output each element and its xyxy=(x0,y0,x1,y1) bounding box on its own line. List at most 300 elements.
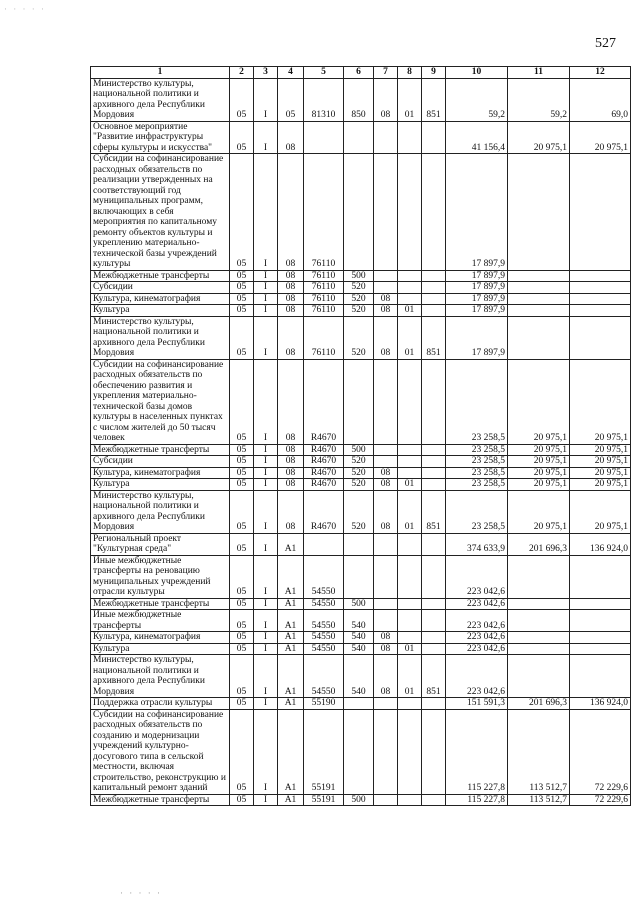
table-cell: 54550 xyxy=(304,643,344,655)
table-cell xyxy=(422,282,446,294)
row-label: Министерство культуры, национальной политики и архивного дела Республики Мордовия xyxy=(91,490,230,533)
table-cell: 05 xyxy=(230,533,254,555)
table-cell: 223 042,6 xyxy=(446,643,508,655)
table-cell: 54550 xyxy=(304,598,344,610)
table-row xyxy=(91,293,631,305)
table-cell: R4670 xyxy=(304,444,344,456)
table-cell xyxy=(570,270,631,282)
table-cell: 17 897,9 xyxy=(446,282,508,294)
table-cell: 520 xyxy=(344,316,374,359)
row-label: Субсидии xyxy=(91,282,230,294)
table-cell: 05 xyxy=(230,794,254,806)
row-label: Министерство культуры, национальной политики и архивного дела Республики Мордовия xyxy=(91,655,230,698)
table-cell xyxy=(570,154,631,271)
table-cell: 851 xyxy=(422,78,446,121)
column-header: 12 xyxy=(570,67,631,79)
table-row xyxy=(91,709,631,794)
table-cell: 20 975,1 xyxy=(570,479,631,491)
table-cell: 20 975,1 xyxy=(508,456,570,468)
table-cell xyxy=(374,794,398,806)
table-cell: 76110 xyxy=(304,305,344,317)
table-cell: 08 xyxy=(278,467,304,479)
row-label: Субсидии на софинансирование расходных обязательств по созданию и модернизации учреждений культурно-досугового типа в сельской местности, включая строительство, реконструкцию и капитальный ремонт зданий xyxy=(91,709,230,794)
table-cell: 08 xyxy=(278,316,304,359)
table-cell: 136 924,0 xyxy=(570,698,631,710)
table-cell xyxy=(398,121,422,154)
table-cell xyxy=(570,655,631,698)
table-cell xyxy=(374,154,398,271)
row-label: Культура, кинематография xyxy=(91,632,230,644)
table-cell: 20 975,1 xyxy=(570,359,631,444)
table-cell: 54550 xyxy=(304,632,344,644)
table-cell: A1 xyxy=(278,598,304,610)
table-cell: I xyxy=(254,533,278,555)
table-row xyxy=(91,479,631,491)
table-cell: 113 512,7 xyxy=(508,794,570,806)
table-cell: 08 xyxy=(374,479,398,491)
table-cell: I xyxy=(254,293,278,305)
table-cell: 223 042,6 xyxy=(446,555,508,598)
table-cell xyxy=(508,555,570,598)
row-label: Министерство культуры, национальной политики и архивного дела Республики Мордовия xyxy=(91,78,230,121)
table-row xyxy=(91,533,631,555)
table-cell: 08 xyxy=(374,467,398,479)
table-cell: 223 042,6 xyxy=(446,655,508,698)
table-cell xyxy=(508,655,570,698)
table-cell: A1 xyxy=(278,610,304,632)
column-header: 6 xyxy=(344,67,374,79)
table-cell: 20 975,1 xyxy=(508,121,570,154)
table-cell: 01 xyxy=(398,316,422,359)
table-row xyxy=(91,121,631,154)
table-cell xyxy=(422,643,446,655)
table-cell: 05 xyxy=(230,467,254,479)
table-row xyxy=(91,154,631,271)
table-cell: A1 xyxy=(278,709,304,794)
page-number: 527 xyxy=(595,36,616,51)
table-cell: 54550 xyxy=(304,655,344,698)
table-cell xyxy=(374,456,398,468)
table-cell: I xyxy=(254,643,278,655)
table-cell: I xyxy=(254,794,278,806)
table-cell xyxy=(508,305,570,317)
table-cell: A1 xyxy=(278,555,304,598)
table-cell: 520 xyxy=(344,293,374,305)
table-cell: 05 xyxy=(230,655,254,698)
table-cell xyxy=(344,698,374,710)
row-label: Межбюджетные трансферты xyxy=(91,444,230,456)
column-header: 2 xyxy=(230,67,254,79)
table-cell xyxy=(398,444,422,456)
table-cell: 05 xyxy=(230,598,254,610)
table-cell: 08 xyxy=(374,632,398,644)
table-cell: 851 xyxy=(422,490,446,533)
table-cell xyxy=(398,456,422,468)
table-cell: R4670 xyxy=(304,479,344,491)
table-cell xyxy=(374,121,398,154)
table-cell xyxy=(570,610,631,632)
table-cell: 17 897,9 xyxy=(446,270,508,282)
table-cell: 20 975,1 xyxy=(508,444,570,456)
table-cell: 55190 xyxy=(304,698,344,710)
table-cell xyxy=(422,467,446,479)
table-row xyxy=(91,282,631,294)
column-header: 11 xyxy=(508,67,570,79)
table-cell: 113 512,7 xyxy=(508,709,570,794)
table-cell xyxy=(508,282,570,294)
table-cell: I xyxy=(254,467,278,479)
table-cell: R4670 xyxy=(304,467,344,479)
table-cell: 81310 xyxy=(304,78,344,121)
table-cell xyxy=(398,794,422,806)
row-label: Межбюджетные трансферты xyxy=(91,270,230,282)
table-cell: 54550 xyxy=(304,610,344,632)
table-cell xyxy=(422,709,446,794)
table-cell: 08 xyxy=(374,293,398,305)
table-cell xyxy=(344,555,374,598)
table-cell xyxy=(422,698,446,710)
table-cell xyxy=(374,359,398,444)
table-cell: 05 xyxy=(230,282,254,294)
table-cell xyxy=(374,444,398,456)
table-cell xyxy=(398,467,422,479)
table-cell: 08 xyxy=(278,479,304,491)
table-cell: 05 xyxy=(278,78,304,121)
table-cell: 69,0 xyxy=(570,78,631,121)
table-cell: 01 xyxy=(398,479,422,491)
table-cell: 59,2 xyxy=(446,78,508,121)
scan-marks: · · · · · xyxy=(120,888,162,898)
table-cell: R4670 xyxy=(304,456,344,468)
table-cell: 76110 xyxy=(304,282,344,294)
table-cell xyxy=(422,359,446,444)
table-row xyxy=(91,632,631,644)
table-cell xyxy=(422,598,446,610)
table-cell: I xyxy=(254,359,278,444)
table-cell: I xyxy=(254,154,278,271)
budget-table xyxy=(90,66,631,806)
table-cell xyxy=(344,709,374,794)
table-cell xyxy=(374,270,398,282)
table-cell: 540 xyxy=(344,610,374,632)
table-cell: 851 xyxy=(422,655,446,698)
table-cell: I xyxy=(254,316,278,359)
table-cell: 20 975,1 xyxy=(570,444,631,456)
table-cell: 17 897,9 xyxy=(446,154,508,271)
table-cell: I xyxy=(254,456,278,468)
table-cell: 01 xyxy=(398,655,422,698)
table-cell xyxy=(422,305,446,317)
table-row xyxy=(91,555,631,598)
table-cell: 136 924,0 xyxy=(570,533,631,555)
table-cell: I xyxy=(254,632,278,644)
column-header: 5 xyxy=(304,67,344,79)
table-cell: 20 975,1 xyxy=(570,121,631,154)
table-cell xyxy=(422,293,446,305)
column-header: 1 xyxy=(91,67,230,79)
table-cell: 05 xyxy=(230,490,254,533)
row-label: Субсидии xyxy=(91,456,230,468)
table-cell: 115 227,8 xyxy=(446,794,508,806)
table-cell: 05 xyxy=(230,121,254,154)
table-cell: 520 xyxy=(344,479,374,491)
table-row xyxy=(91,444,631,456)
table-cell xyxy=(422,456,446,468)
table-cell xyxy=(374,610,398,632)
table-cell xyxy=(344,533,374,555)
table-cell xyxy=(508,154,570,271)
table-cell: 05 xyxy=(230,316,254,359)
table-cell xyxy=(508,316,570,359)
table-cell xyxy=(422,154,446,271)
table-cell: 520 xyxy=(344,467,374,479)
table-row xyxy=(91,643,631,655)
table-cell xyxy=(508,293,570,305)
table-cell: 20 975,1 xyxy=(570,456,631,468)
table-row xyxy=(91,316,631,359)
table-cell xyxy=(344,121,374,154)
table-cell: 08 xyxy=(278,456,304,468)
table-cell: 59,2 xyxy=(508,78,570,121)
table-cell: 201 696,3 xyxy=(508,698,570,710)
table-cell: 540 xyxy=(344,655,374,698)
table-cell xyxy=(422,270,446,282)
table-cell: 851 xyxy=(422,316,446,359)
scan-marks: · · · · · xyxy=(4,4,46,14)
table-cell: A1 xyxy=(278,632,304,644)
table-cell: 05 xyxy=(230,78,254,121)
table-cell xyxy=(374,709,398,794)
table-row xyxy=(91,456,631,468)
table-cell: 72 229,6 xyxy=(570,709,631,794)
row-label: Министерство культуры, национальной политики и архивного дела Республики Мордовия xyxy=(91,316,230,359)
table-cell: 08 xyxy=(278,293,304,305)
table-cell: 20 975,1 xyxy=(508,359,570,444)
column-header: 8 xyxy=(398,67,422,79)
table-cell: A1 xyxy=(278,698,304,710)
column-header: 7 xyxy=(374,67,398,79)
table-cell xyxy=(422,632,446,644)
table-cell xyxy=(398,698,422,710)
table-cell: A1 xyxy=(278,643,304,655)
row-label: Иные межбюджетные трансферты xyxy=(91,610,230,632)
table-cell xyxy=(422,444,446,456)
table-cell: I xyxy=(254,555,278,598)
table-cell xyxy=(398,555,422,598)
table-cell xyxy=(398,632,422,644)
table-row xyxy=(91,270,631,282)
table-cell: 23 258,5 xyxy=(446,359,508,444)
table-cell: 72 229,6 xyxy=(570,794,631,806)
table-cell: 55191 xyxy=(304,794,344,806)
row-label: Культура, кинематография xyxy=(91,293,230,305)
table-cell xyxy=(398,270,422,282)
table-cell xyxy=(570,282,631,294)
table-cell xyxy=(570,632,631,644)
table-cell: 05 xyxy=(230,270,254,282)
table-cell: 76110 xyxy=(304,270,344,282)
table-cell: 374 633,9 xyxy=(446,533,508,555)
table-cell xyxy=(570,643,631,655)
table-row xyxy=(91,610,631,632)
table-cell: 05 xyxy=(230,444,254,456)
table-cell: 05 xyxy=(230,359,254,444)
table-cell xyxy=(508,610,570,632)
table-cell: 23 258,5 xyxy=(446,456,508,468)
table-cell xyxy=(374,533,398,555)
table-cell: I xyxy=(254,655,278,698)
table-cell: 115 227,8 xyxy=(446,709,508,794)
table-cell: 520 xyxy=(344,305,374,317)
table-cell xyxy=(304,121,344,154)
table-cell: I xyxy=(254,709,278,794)
table-cell: R4670 xyxy=(304,359,344,444)
table-cell: 23 258,5 xyxy=(446,479,508,491)
table-cell: 540 xyxy=(344,632,374,644)
table-cell xyxy=(344,359,374,444)
table-cell: 151 591,3 xyxy=(446,698,508,710)
table-cell xyxy=(398,359,422,444)
table-cell: 08 xyxy=(374,490,398,533)
table-cell xyxy=(398,293,422,305)
table-cell xyxy=(422,533,446,555)
table-cell: 20 975,1 xyxy=(570,490,631,533)
table-cell: 201 696,3 xyxy=(508,533,570,555)
table-row xyxy=(91,467,631,479)
row-label: Поддержка отрасли культуры xyxy=(91,698,230,710)
column-header: 10 xyxy=(446,67,508,79)
table-cell: 08 xyxy=(374,643,398,655)
table-cell: 08 xyxy=(278,154,304,271)
table-cell: 08 xyxy=(278,490,304,533)
table-cell: A1 xyxy=(278,794,304,806)
table-cell: A1 xyxy=(278,655,304,698)
table-cell: 20 975,1 xyxy=(570,467,631,479)
row-label: Иные межбюджетные трансферты на реновацию муниципальных учреждений отрасли культуры xyxy=(91,555,230,598)
table-cell: A1 xyxy=(278,533,304,555)
table-cell: I xyxy=(254,270,278,282)
row-label: Региональный проект "Культурная среда" xyxy=(91,533,230,555)
column-header: 9 xyxy=(422,67,446,79)
table-row xyxy=(91,78,631,121)
table-cell: 08 xyxy=(374,305,398,317)
table-cell xyxy=(422,479,446,491)
table-cell: I xyxy=(254,305,278,317)
column-header: 3 xyxy=(254,67,278,79)
table-cell: 05 xyxy=(230,643,254,655)
table-cell: 76110 xyxy=(304,293,344,305)
table-cell: 05 xyxy=(230,456,254,468)
table-cell: 23 258,5 xyxy=(446,467,508,479)
table-cell: 540 xyxy=(344,643,374,655)
table-cell: I xyxy=(254,444,278,456)
table-row xyxy=(91,598,631,610)
table-row xyxy=(91,359,631,444)
table-cell xyxy=(508,598,570,610)
table-row xyxy=(91,655,631,698)
table-cell: 05 xyxy=(230,610,254,632)
table-cell: 05 xyxy=(230,305,254,317)
table-cell: 05 xyxy=(230,632,254,644)
table-cell: 01 xyxy=(398,490,422,533)
table-cell: 08 xyxy=(374,316,398,359)
table-row xyxy=(91,490,631,533)
row-label: Основное мероприятие "Развитие инфраструктуры сферы культуры и искусства" xyxy=(91,121,230,154)
table-cell: 76110 xyxy=(304,154,344,271)
table-cell: I xyxy=(254,479,278,491)
table-cell xyxy=(422,610,446,632)
table-cell xyxy=(570,305,631,317)
table-cell xyxy=(570,293,631,305)
table-cell: I xyxy=(254,282,278,294)
table-cell: 500 xyxy=(344,444,374,456)
table-cell: 850 xyxy=(344,78,374,121)
table-cell: 05 xyxy=(230,698,254,710)
table-cell: 223 042,6 xyxy=(446,598,508,610)
table-cell: 20 975,1 xyxy=(508,467,570,479)
table-cell xyxy=(304,533,344,555)
table-cell: 500 xyxy=(344,598,374,610)
row-label: Субсидии на софинансирование расходных обязательств по реализации утвержденных на соответствующий год муниципальных программ, включающих в себя мероприятия по капитальному ремонту объектов культуры и укреплению материально-технической базы учреждений культуры xyxy=(91,154,230,271)
table-cell xyxy=(422,121,446,154)
table-cell xyxy=(570,316,631,359)
table-cell: 20 975,1 xyxy=(508,490,570,533)
row-label: Культура xyxy=(91,643,230,655)
table-cell xyxy=(374,598,398,610)
table-cell: 01 xyxy=(398,305,422,317)
table-cell: 54550 xyxy=(304,555,344,598)
table-cell: 01 xyxy=(398,643,422,655)
table-cell xyxy=(398,533,422,555)
table-cell: 520 xyxy=(344,456,374,468)
table-cell: 08 xyxy=(278,305,304,317)
table-cell: 05 xyxy=(230,555,254,598)
table-cell: 23 258,5 xyxy=(446,444,508,456)
table-cell: 08 xyxy=(278,282,304,294)
table-cell: 05 xyxy=(230,154,254,271)
row-label: Межбюджетные трансферты xyxy=(91,794,230,806)
table-cell: I xyxy=(254,490,278,533)
table-cell: 17 897,9 xyxy=(446,305,508,317)
table-cell: 08 xyxy=(278,121,304,154)
table-cell: 08 xyxy=(278,359,304,444)
table-cell xyxy=(508,632,570,644)
table-cell: 76110 xyxy=(304,316,344,359)
table-row xyxy=(91,305,631,317)
table-cell: 05 xyxy=(230,293,254,305)
table-cell: I xyxy=(254,78,278,121)
table-cell: 05 xyxy=(230,709,254,794)
table-cell: 17 897,9 xyxy=(446,316,508,359)
table-cell: 223 042,6 xyxy=(446,610,508,632)
table-cell: 08 xyxy=(374,655,398,698)
table-cell: 520 xyxy=(344,282,374,294)
table-cell: 01 xyxy=(398,78,422,121)
table-cell xyxy=(398,610,422,632)
row-label: Культура xyxy=(91,479,230,491)
table-cell xyxy=(570,598,631,610)
row-label: Субсидии на софинансирование расходных обязательств по обеспечению развития и укрепления материально-технической базы домов культуры в населенных пунктах с числом жителей до 50 тысяч человек xyxy=(91,359,230,444)
table-row xyxy=(91,698,631,710)
table-cell: 08 xyxy=(278,444,304,456)
table-cell xyxy=(374,698,398,710)
table-cell: 08 xyxy=(278,270,304,282)
table-cell: 05 xyxy=(230,479,254,491)
table-cell xyxy=(374,282,398,294)
table-cell xyxy=(398,154,422,271)
table-cell: I xyxy=(254,610,278,632)
table-cell xyxy=(570,555,631,598)
